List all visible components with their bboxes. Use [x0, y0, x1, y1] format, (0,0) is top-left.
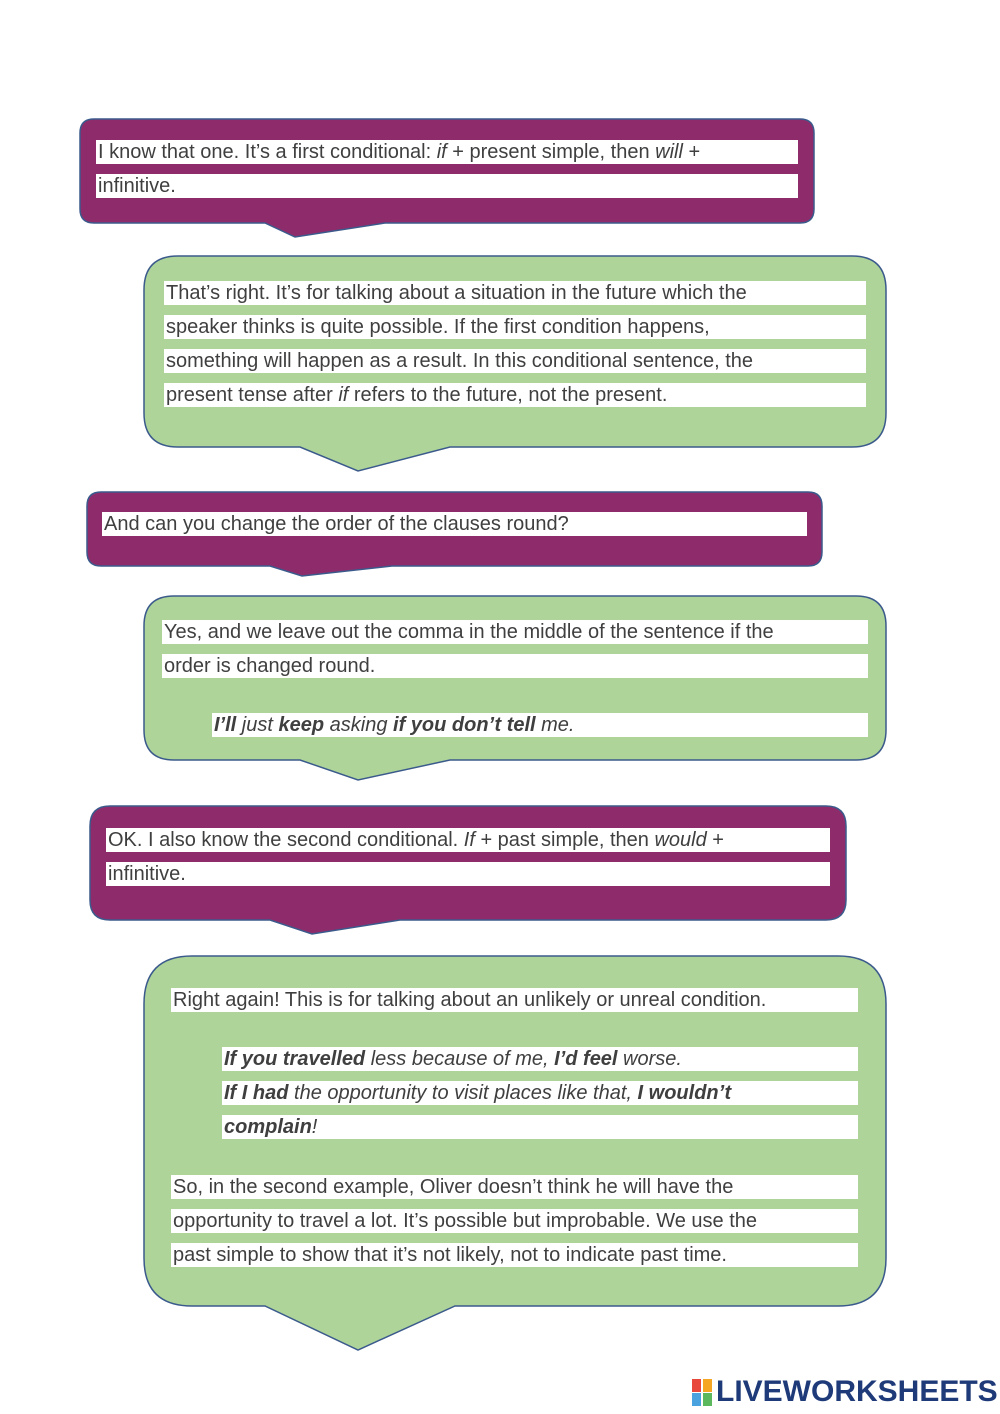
- liveworksheets-logo-icon: [692, 1377, 714, 1407]
- bubble-6-example-3: complain!: [222, 1115, 858, 1139]
- bubble-6-para-line-2: opportunity to travel a lot. It’s possible but improbable. We use the: [171, 1209, 858, 1233]
- logo-square-3: [692, 1393, 701, 1406]
- bubble-4-line-1: Yes, and we leave out the comma in the middle of the sentence if the: [162, 620, 868, 644]
- bubble-2-line-4: present tense after if refers to the future, not the present.: [164, 383, 866, 407]
- liveworksheets-logo: [692, 1374, 998, 1410]
- bubble-1-line-1: I know that one. It’s a first conditional: if + present simple, then will +: [96, 140, 798, 164]
- bubble-4-line-2: order is changed round.: [162, 654, 868, 678]
- bubble-5-line-1: OK. I also know the second conditional. If + past simple, then would +: [106, 828, 830, 852]
- logo-square-1: [692, 1379, 701, 1392]
- logo-square-2: [703, 1379, 712, 1392]
- bubble-1-line-2: infinitive.: [96, 174, 798, 198]
- logo-square-4: [703, 1393, 712, 1406]
- bubble-4-example: I’ll just keep asking if you don’t tell me.: [212, 713, 868, 737]
- bubble-2-line-2: speaker thinks is quite possible. If the first condition happens,: [164, 315, 866, 339]
- bubble-2-line-1: That’s right. It’s for talking about a situation in the future which the: [164, 281, 866, 305]
- bubble-6-line-1: Right again! This is for talking about an unlikely or unreal condition.: [171, 988, 858, 1012]
- bubble-6-example-2: If I had the opportunity to visit places like that, I wouldn’t: [222, 1081, 858, 1105]
- bubble-3-line-1: And can you change the order of the clauses round?: [102, 512, 807, 536]
- bubble-6-example-1: If you travelled less because of me, I’d feel worse.: [222, 1047, 858, 1071]
- bubble-6-outline: [144, 956, 886, 1350]
- bubble-6-para-line-3: past simple to show that it’s not likely, not to indicate past time.: [171, 1243, 858, 1267]
- liveworksheets-logo-text: LIVEWORKSHEETS: [716, 1375, 998, 1408]
- bubble-6-para-line-1: So, in the second example, Oliver doesn’t think he will have the: [171, 1175, 858, 1199]
- bubble-5-line-2: infinitive.: [106, 862, 830, 886]
- bubble-2-line-3: something will happen as a result. In this conditional sentence, the: [164, 349, 866, 373]
